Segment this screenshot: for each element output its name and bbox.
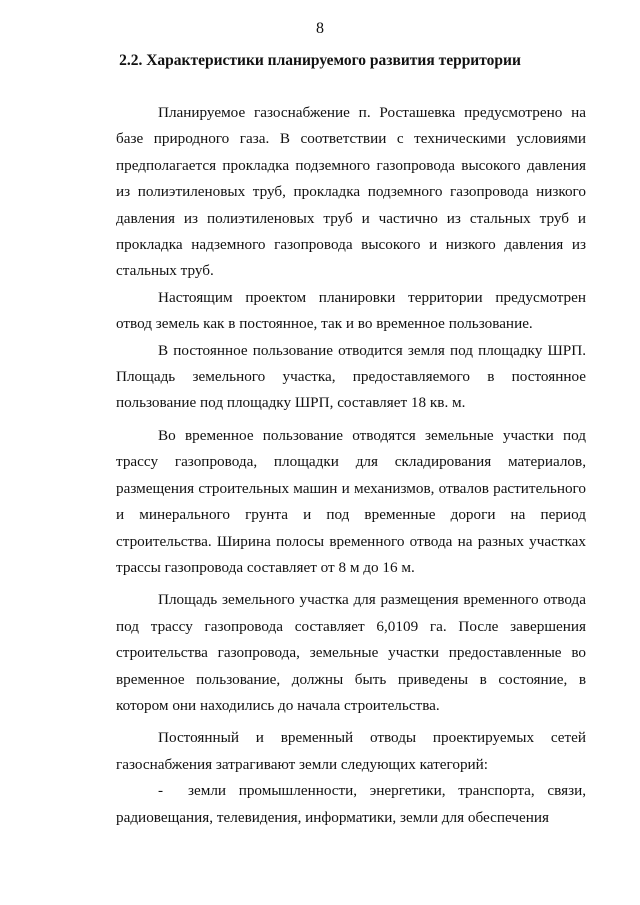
page-number: 8 [316,20,324,37]
paragraph-temporary-use: Во временное пользование отводятся земельные участки под трассу газопровода, площадки для складирования материалов, размещения строительных машин и механизмов, отвалов растительного и минерального грунта и под временные дороги на период строительства. Ширина полосы временного отвода на разных участках трассы газопровода составляет от 8 м до 16 м. [116,426,586,576]
paragraph-temporary-area: Площадь земельного участка для размещения временного отвода под трассу газопровода составляет 6,0109 га. После завершения строительства газопровода, земельные участки предоставленные во временное пользование, должны быть приведены в состояние, в котором они находились до начала строительства. [116,591,586,714]
section-heading: 2.2. Характеристики планируемого развития территории [119,52,521,69]
paragraph-land-categories: Постоянный и временный отводы проектируемых сетей газоснабжения затрагивают земли следующих категорий: [116,729,586,773]
paragraph-gas-supply: Планируемое газоснабжение п. Росташевка предусмотрено на базе природного газа. В соответствии с техническими условиями предполагается прокладка подземного газопровода высокого давления из полиэтиленовых труб, прокладка подземного газопровода низкого давления из полиэтиленовых труб и частично из стальных труб и прокладка надземного газопровода высокого и низкого давления из стальных труб. [116,104,586,280]
paragraph-land-allocation: Настоящим проектом планировки территории предусмотрен отвод земель как в постоянное, так и во временное пользование. [116,288,586,333]
paragraph-permanent-use: В постоянное пользование отводится земля под площадку ШРП. Площадь земельного участка, предоставляемого в постоянное пользование под площадку ШРП, составляет 18 кв. м. [116,341,586,412]
list-item-text: земли промышленности, энергетики, транспорта, связи, радиовещания, телевидения, информатики, земли для обеспечения [116,782,586,826]
body-text [116,100,586,831]
list-marker: - [158,782,164,800]
list-item [116,778,586,831]
